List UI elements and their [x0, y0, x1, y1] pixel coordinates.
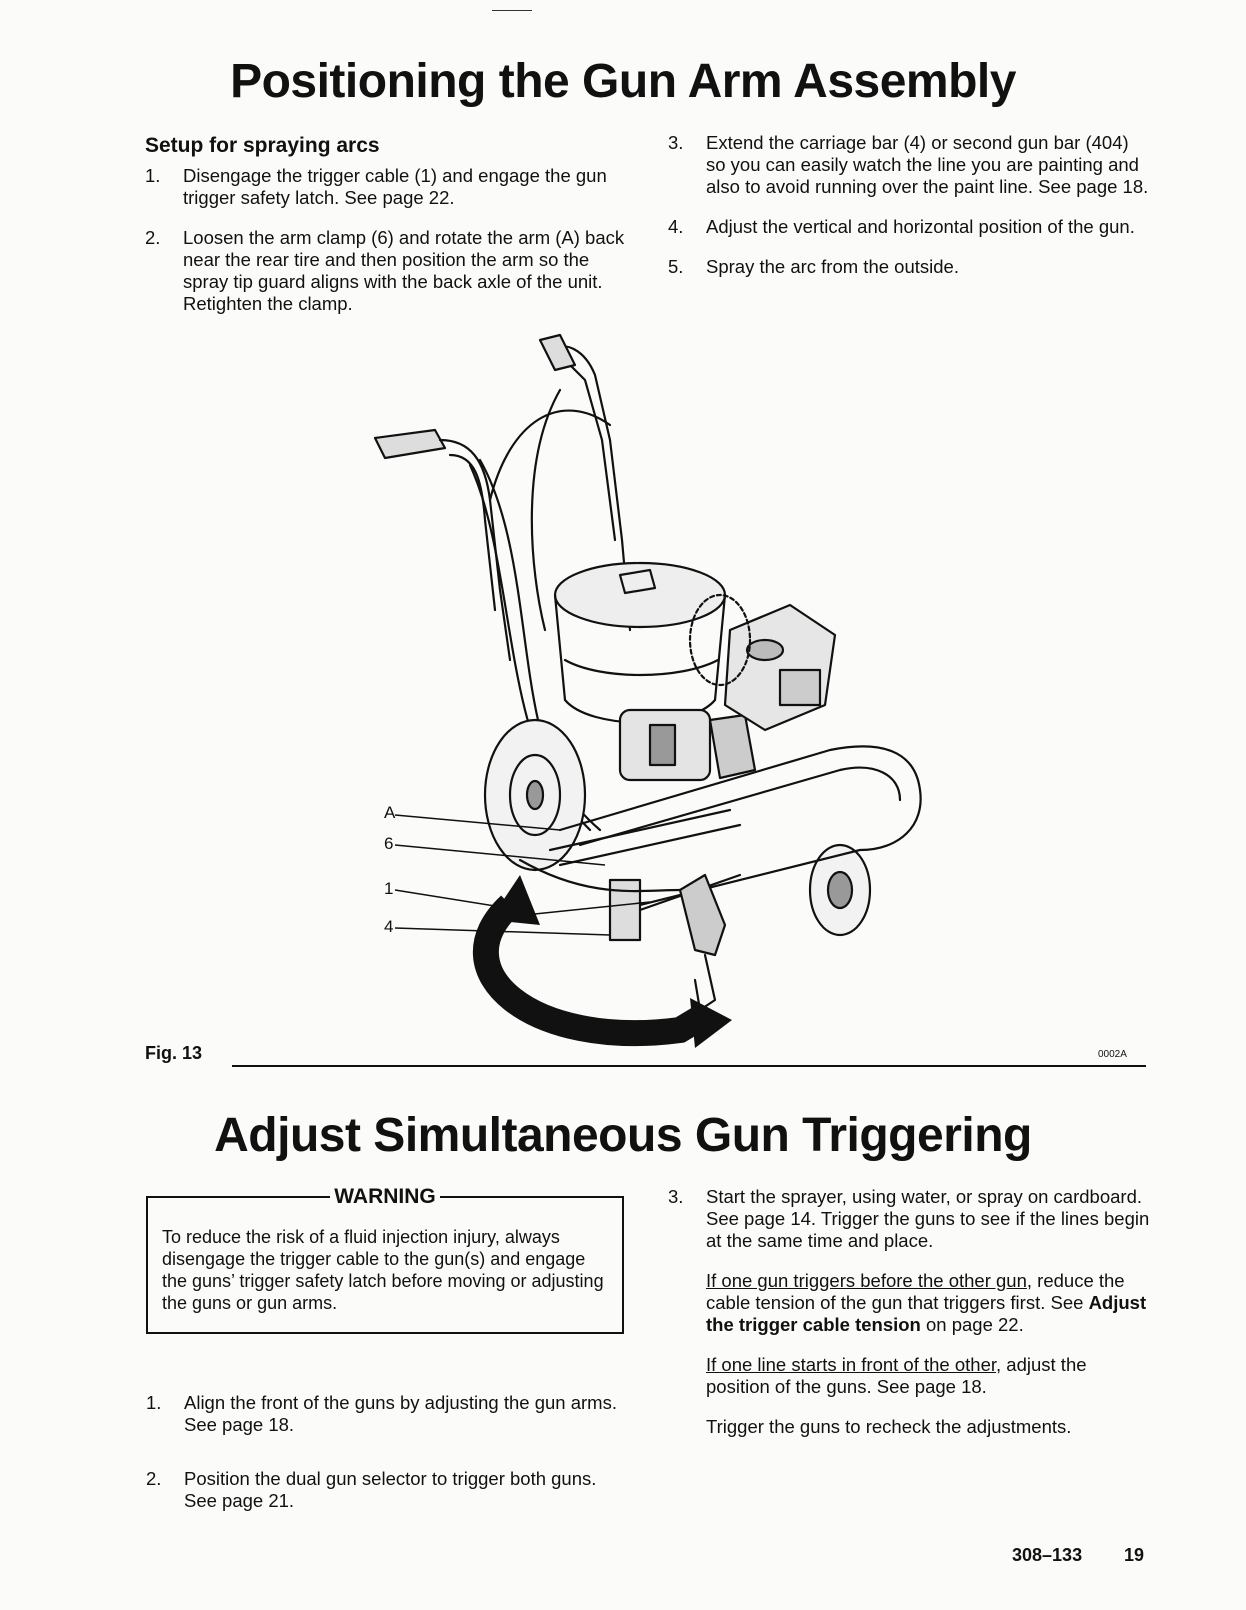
paragraph-text: , reduce the cable tension of the gun that triggers first. See	[706, 1270, 1125, 1313]
warning-box	[146, 1185, 624, 1334]
section2-step-3	[668, 1186, 1150, 1252]
paragraph-text: , adjust the position of the guns. See page 18.	[706, 1354, 1087, 1397]
step-number: 2.	[145, 227, 161, 248]
figure-code: 0002A	[1098, 1049, 1127, 1060]
section1-step-3	[668, 132, 1150, 198]
document-number: 308–133	[1012, 1545, 1083, 1565]
callout-4: 4	[384, 917, 394, 936]
step-number: 3.	[668, 1186, 684, 1207]
callout-6: 6	[384, 834, 394, 853]
condition-text: If one gun triggers before the other gun	[706, 1270, 1027, 1291]
step-text: Spray the arc from the outside.	[706, 256, 959, 277]
section1-step-5	[668, 256, 1150, 278]
callout-a: A	[384, 803, 396, 822]
top-rule	[492, 10, 532, 11]
step-number: 4.	[668, 216, 684, 237]
section2-step-1	[146, 1392, 626, 1436]
step3-paragraph-line-starts	[668, 1354, 1150, 1398]
cross-reference: Adjust the trigger cable tension	[706, 1292, 1147, 1335]
section2-right-column	[668, 1186, 1150, 1456]
warning-heading	[148, 1185, 622, 1209]
step-text: Adjust the vertical and horizontal position of the gun.	[706, 216, 1135, 237]
callout-1: 1	[384, 879, 394, 898]
step-number: 5.	[668, 256, 684, 277]
section1-title: Positioning the Gun Arm Assembly	[230, 55, 1016, 108]
step3-paragraph-recheck: Trigger the guns to recheck the adjustments.	[706, 1416, 1072, 1437]
step-text: Loosen the arm clamp (6) and rotate the arm (A) back near the rear tire and then position the arm so the spray tip guard aligns with the back axle of the unit. Retighten the clamp.	[183, 227, 625, 314]
section1-step-2	[145, 227, 625, 315]
warning-heading-text: WARNING	[330, 1185, 440, 1208]
line-striper-illustration	[360, 330, 960, 1050]
condition-text: If one line starts in front of the other	[706, 1354, 997, 1375]
section2-step-2	[146, 1468, 626, 1512]
section1-step-1	[145, 165, 625, 209]
paragraph-text: on page 22.	[920, 1314, 1024, 1335]
figure-rule	[232, 1065, 1146, 1067]
step3-paragraph-gun-triggers	[668, 1270, 1150, 1336]
step-number: 3.	[668, 132, 684, 153]
step-text: Start the sprayer, using water, or spray on cardboard. See page 14. Trigger the guns to see if the lines begin at the same time and place.	[706, 1186, 1150, 1251]
step-text: Disengage the trigger cable (1) and engage the gun trigger safety latch. See page 22.	[183, 165, 607, 208]
step-number: 1.	[145, 165, 161, 186]
step-number: 1.	[146, 1392, 162, 1413]
step-text: Extend the carriage bar (4) or second gun bar (404) so you can easily watch the line you are painting and also to avoid running over the paint line. See page 18.	[706, 132, 1149, 197]
page-number: 19	[1124, 1545, 1145, 1565]
figure-caption: Fig. 13	[145, 1043, 203, 1063]
section1-right-column	[668, 132, 1150, 296]
section2-left-column	[146, 1392, 626, 1530]
section1-subheading: Setup for spraying arcs	[145, 134, 380, 157]
warning-text: To reduce the risk of a fluid injection injury, always disengage the trigger cable to the gun(s) and engage the guns’ trigger safety latch before moving or adjusting the guns or gun arms.	[162, 1227, 604, 1313]
step-text: Align the front of the guns by adjusting the gun arms. See page 18.	[184, 1392, 617, 1435]
section2-title: Adjust Simultaneous Gun Triggering	[214, 1109, 1032, 1162]
section1-left-column	[145, 135, 625, 333]
step-number: 2.	[146, 1468, 162, 1489]
step-text: Position the dual gun selector to trigger both guns. See page 21.	[184, 1468, 597, 1511]
section1-step-4	[668, 216, 1150, 238]
